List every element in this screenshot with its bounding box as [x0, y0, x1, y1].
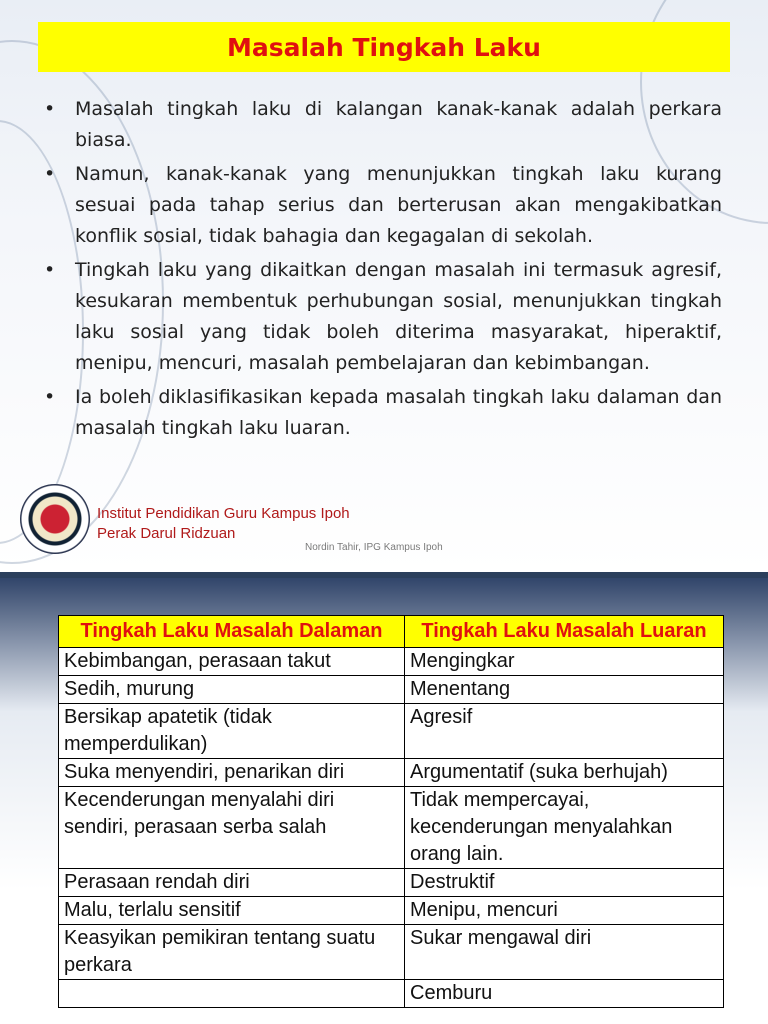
table-cell: Kecenderungan menyalahi diri sendiri, perasaan serba salah: [59, 787, 405, 869]
table-cell: Keasyikan pemikiran tentang suatu perkara: [59, 925, 405, 980]
table-cell: Kebimbangan, perasaan takut: [59, 648, 405, 676]
table-cell: Bersikap apatetik (tidak memperdulikan): [59, 704, 405, 759]
institute-logo: [20, 484, 90, 554]
table-row: [59, 925, 724, 980]
institute-name: Institut Pendidikan Guru Kampus Ipoh: [97, 505, 350, 522]
table-row: [59, 704, 724, 759]
table-row: [59, 759, 724, 787]
header-internal: Tingkah Laku Masalah Dalaman: [59, 616, 405, 648]
bullet-item: • Ia boleh diklasifikasikan kepada masalah tingkah laku dalaman dan masalah tingkah laku luaran.: [40, 382, 722, 444]
header-external: Tingkah Laku Masalah Luaran: [405, 616, 724, 648]
slide-title-bar: [38, 22, 730, 72]
table-cell: Agresif: [405, 704, 724, 759]
table-cell: Menipu, mencuri: [405, 897, 724, 925]
bullet-list: [40, 94, 722, 447]
bullet-item: • Masalah tingkah laku di kalangan kanak-kanak adalah perkara biasa.: [40, 94, 722, 156]
table-row: [59, 787, 724, 869]
table-cell: Menentang: [405, 676, 724, 704]
slide-2: [0, 578, 768, 1024]
slide-title: Masalah Tingkah Laku: [227, 32, 541, 62]
table-header-row: [59, 616, 724, 648]
table-cell: Mengingkar: [405, 648, 724, 676]
table-row: [59, 869, 724, 897]
table-cell: Suka menyendiri, penarikan diri: [59, 759, 405, 787]
table-cell: Argumentatif (suka berhujah): [405, 759, 724, 787]
table-cell: Malu, terlalu sensitif: [59, 897, 405, 925]
table-cell: [59, 980, 405, 1008]
table-cell: Tidak mempercayai, kecenderungan menyalahkan orang lain.: [405, 787, 724, 869]
bullet-item: • Namun, kanak-kanak yang menunjukkan tingkah laku kurang sesuai pada tahap serius dan berterusan akan mengakibatkan konflik sosial, tidak bahagia dan kegagalan di sekolah.: [40, 159, 722, 252]
table-cell: Perasaan rendah diri: [59, 869, 405, 897]
slide-footer: Nordin Tahir, IPG Kampus Ipoh: [305, 542, 443, 553]
behaviour-table: [58, 615, 724, 1008]
table-row: [59, 897, 724, 925]
bullet-item: • Tingkah laku yang dikaitkan dengan masalah ini termasuk agresif, kesukaran membentuk perhubungan sosial, menunjukkan tingkah laku sosial yang tidak boleh diterima masyarakat, hiperaktif, menipu, mencuri, masalah pembelajaran dan kebimbangan.: [40, 255, 722, 379]
table-cell: Sukar mengawal diri: [405, 925, 724, 980]
table-row: [59, 980, 724, 1008]
institute-location: Perak Darul Ridzuan: [97, 525, 236, 542]
table-cell: Cemburu: [405, 980, 724, 1008]
table-row: [59, 676, 724, 704]
table-row: [59, 648, 724, 676]
table-cell: Sedih, murung: [59, 676, 405, 704]
table-cell: Destruktif: [405, 869, 724, 897]
